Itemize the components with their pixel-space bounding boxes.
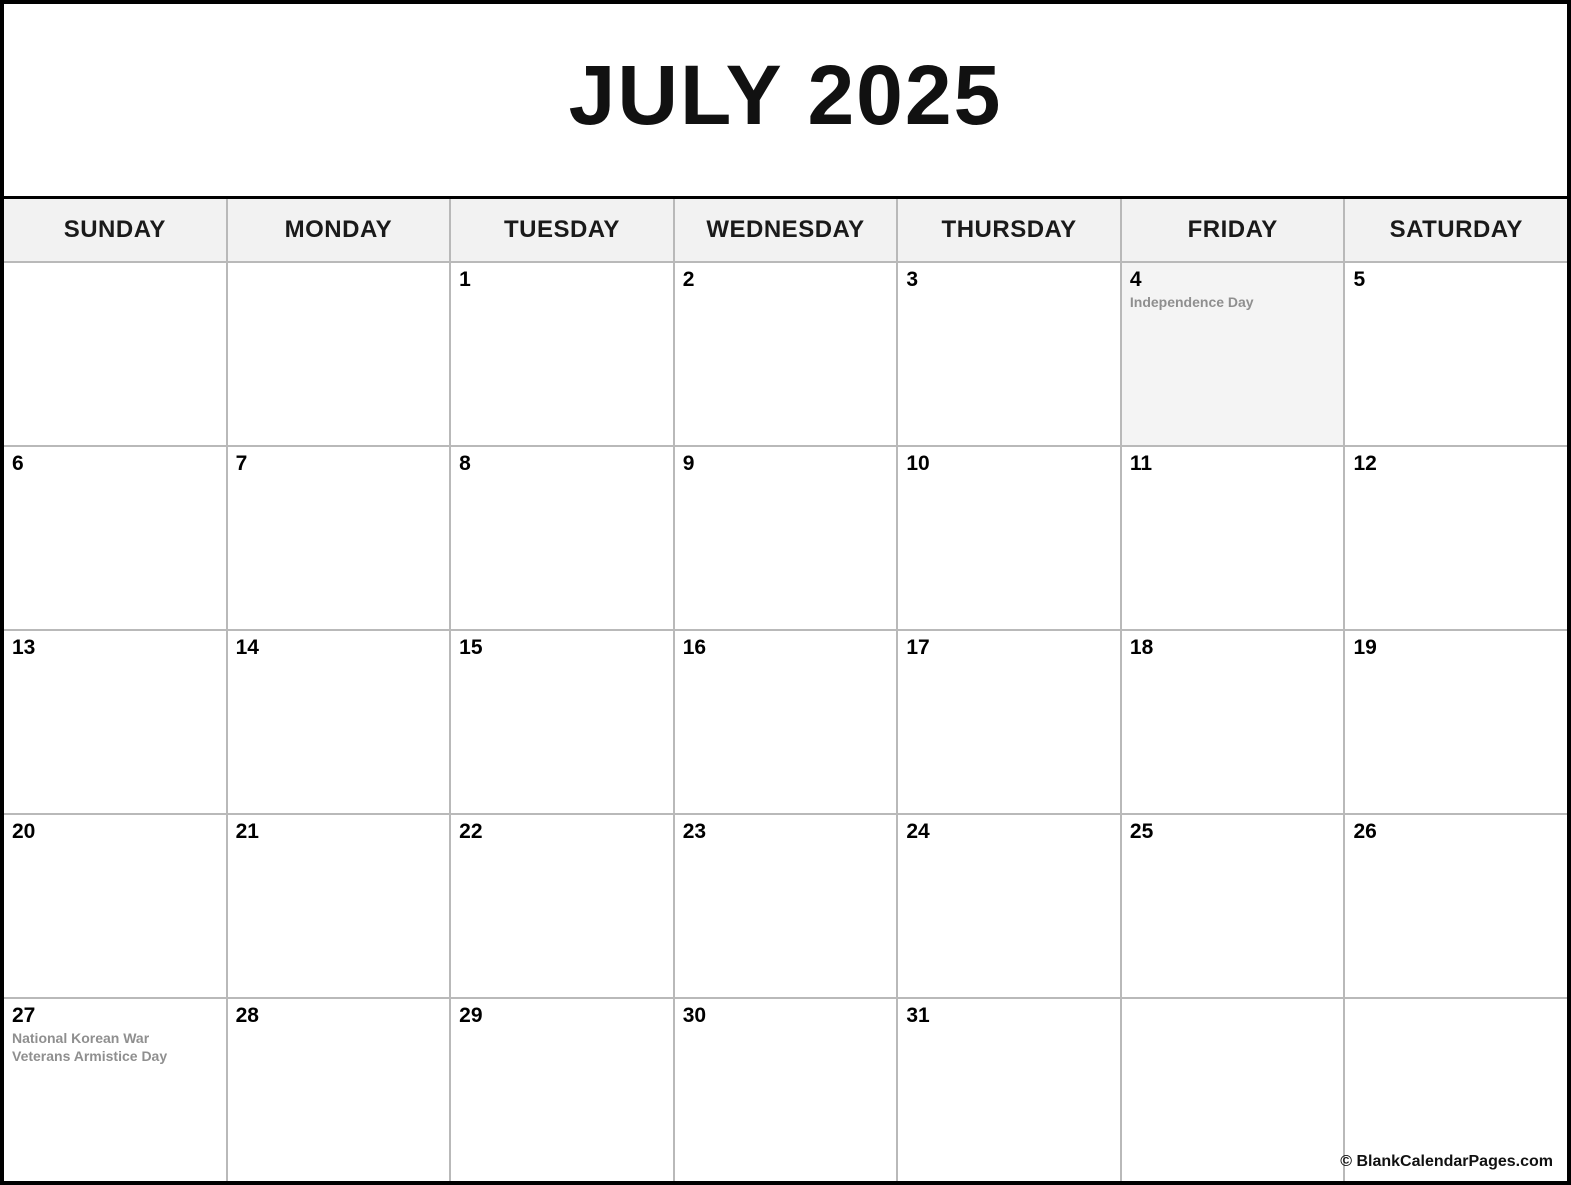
day-number: 10	[906, 452, 930, 475]
day-cell[interactable]	[228, 631, 452, 813]
day-number: 22	[459, 820, 483, 843]
day-cell[interactable]	[898, 815, 1122, 997]
day-cell[interactable]	[675, 815, 899, 997]
day-cell[interactable]	[1345, 263, 1567, 445]
day-number: 12	[1353, 452, 1377, 475]
day-cell[interactable]	[451, 999, 675, 1181]
day-number: 23	[682, 820, 707, 843]
day-cell[interactable]	[898, 999, 1122, 1181]
day-cell[interactable]	[1345, 631, 1567, 813]
day-cell[interactable]	[4, 631, 228, 813]
footer-credit: © BlankCalendarPages.com	[1340, 1153, 1553, 1170]
day-number: 18	[1129, 636, 1154, 659]
day-number: 2	[682, 268, 695, 291]
weekday-header-row	[4, 199, 1567, 263]
day-cell[interactable]	[898, 631, 1122, 813]
week-row	[4, 815, 1567, 999]
day-cell[interactable]	[451, 815, 675, 997]
weekday-header-sunday: SUNDAY	[4, 199, 228, 261]
day-cell[interactable]	[675, 263, 899, 445]
day-cell[interactable]	[451, 631, 675, 813]
week-row	[4, 447, 1567, 631]
day-number: 9	[682, 452, 695, 475]
day-number: 28	[235, 1004, 259, 1027]
day-number: 14	[235, 636, 259, 659]
day-number: 8	[459, 452, 471, 475]
day-cell[interactable]	[451, 263, 675, 445]
day-cell-holiday[interactable]	[1122, 263, 1346, 445]
day-number: 1	[459, 268, 471, 291]
day-number: 26	[1353, 820, 1377, 843]
calendar-grid	[4, 263, 1567, 1181]
day-cell[interactable]	[4, 447, 228, 629]
day-cell[interactable]	[228, 447, 452, 629]
day-cell[interactable]	[4, 815, 228, 997]
day-cell[interactable]	[1122, 815, 1346, 997]
day-cell[interactable]	[1345, 447, 1567, 629]
day-cell[interactable]	[1122, 631, 1346, 813]
day-number: 3	[906, 268, 918, 291]
day-number: 13	[12, 636, 36, 659]
day-event: Independence Day	[1129, 294, 1254, 311]
day-number: 21	[235, 820, 259, 843]
page-title: JULY 2025	[568, 48, 1003, 142]
weekday-header-monday: MONDAY	[228, 199, 452, 261]
day-number: 11	[1129, 452, 1153, 475]
calendar-title-bar	[4, 4, 1567, 199]
day-number: 24	[906, 820, 930, 843]
day-cell[interactable]	[675, 447, 899, 629]
day-number: 20	[12, 820, 36, 843]
day-cell[interactable]	[1345, 815, 1567, 997]
day-cell[interactable]	[228, 999, 452, 1181]
weekday-header-wednesday: WEDNESDAY	[675, 199, 899, 261]
day-cell[interactable]	[675, 999, 899, 1181]
day-number: 27	[12, 1004, 36, 1027]
day-number: 19	[1353, 636, 1377, 659]
weekday-header-saturday: SATURDAY	[1389, 216, 1523, 243]
week-row	[4, 999, 1567, 1181]
day-number: 29	[459, 1004, 483, 1027]
weekday-header-friday: FRIDAY	[1122, 199, 1346, 261]
day-number: 30	[682, 1004, 707, 1027]
day-number: 5	[1353, 268, 1366, 291]
day-cell[interactable]	[1122, 999, 1346, 1181]
day-number: 16	[682, 636, 707, 659]
day-cell[interactable]	[228, 263, 452, 445]
day-number: 7	[235, 452, 248, 475]
day-number: 31	[906, 1004, 930, 1027]
day-cell[interactable]	[675, 631, 899, 813]
week-row	[4, 263, 1567, 447]
day-number: 6	[12, 452, 24, 475]
weekday-header-tuesday: TUESDAY	[451, 199, 675, 261]
day-number: 25	[1129, 820, 1154, 843]
day-number: 17	[906, 636, 930, 659]
day-cell[interactable]	[228, 815, 452, 997]
day-event: National Korean War Veterans Armistice Day	[12, 1030, 168, 1064]
day-cell[interactable]	[898, 447, 1122, 629]
day-cell[interactable]	[898, 263, 1122, 445]
day-number: 15	[459, 636, 483, 659]
day-cell[interactable]	[451, 447, 675, 629]
weekday-header-thursday: THURSDAY	[898, 199, 1122, 261]
day-number: 4	[1129, 268, 1142, 291]
day-cell[interactable]	[4, 999, 228, 1181]
week-row	[4, 631, 1567, 815]
day-cell[interactable]	[4, 263, 228, 445]
day-cell[interactable]	[1122, 447, 1346, 629]
